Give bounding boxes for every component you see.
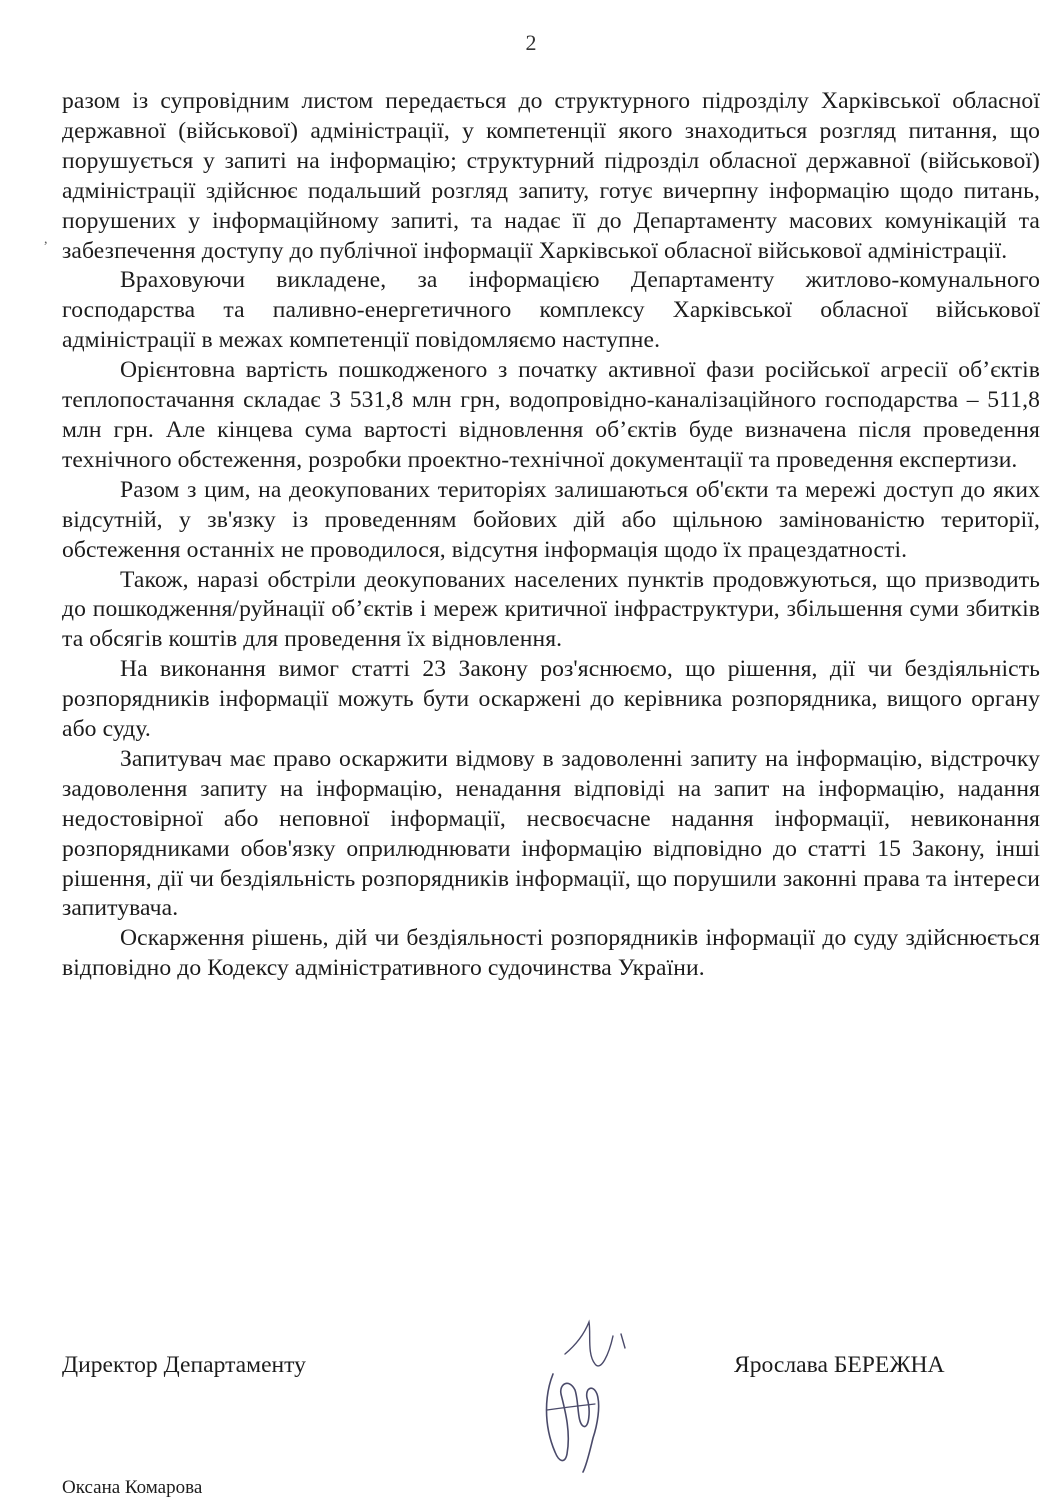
executor-name: Оксана Комарова	[62, 1477, 203, 1498]
letter-body	[62, 87, 1040, 984]
stray-pen-mark: ,	[44, 232, 48, 247]
paragraph: Також, наразі обстріли деокупованих населених пунктів продовжуються, що призводить до пошкодження/руйнації об’єктів і мереж критичної інфраструктури, збільшення суми збитків та обсягів коштів для проведення їх відновлення.	[62, 566, 1040, 653]
paragraph: На виконання вимог статті 23 Закону роз'яснюємо, що рішення, дії чи бездіяльність розпорядників інформації можуть бути оскаржені до керівника розпорядника, вищого органу або суду.	[62, 656, 1040, 743]
paragraph-continuation: разом із супровідним листом передається до структурного підрозділу Харківської обласної державної (військової) адміністрації, у компетенції якого знаходиться розгляд питання, що порушується у запиті на інформацію; структурний підрозділ обласної державної (військової) адміністрації здійснює подальший розгляд запиту, готує вичерпну інформацію щодо питань, порушених у інформаційному запиті, та надає її до Департаменту масових комунікацій та забезпечення доступу до публічної інформації Харківської обласної військової адміністрації.	[62, 88, 1040, 264]
signer-title: Директор Департаменту	[62, 1352, 306, 1378]
page-number: 2	[525, 30, 537, 55]
paragraph: Разом з цим, на деокупованих територіях залишаються об'єкти та мережі доступ до яких відсутній, у зв'язку із проведенням бойових дій або щільною замінованістю території, обстеження останніх не проводилося, відсутня інформація щодо їх працездатності.	[62, 476, 1040, 563]
paragraph: Запитувач має право оскаржити відмову в задоволенні запиту на інформацію, відстрочку задоволення запиту на інформацію, ненадання відповіді на запит на інформацію, надання недостовірної або неповної інформації, несвоєчасне надання інформації, невиконання розпорядниками обов'язку оприлюднювати інформацію відповідно до статті 15 Закону, інші рішення, дії чи бездіяльність розпорядників інформації, що порушили законні права та інтереси запитувача.	[62, 745, 1040, 922]
handwritten-signature	[525, 1314, 635, 1474]
paragraph: Орієнтовна вартість пошкодженого з початку активної фази російської агресії об’єктів теплопостачання складає 3 531,8 млн грн, водопровідно-каналізаційного господарства – 511,8 млн грн. Але кінцева сума вартості відновлення об’єктів буде визначена після проведення технічного обстеження, розробки проектно-технічної документації та проведення експертизи.	[62, 357, 1040, 473]
paragraph: Оскарження рішень, дій чи бездіяльності розпорядників інформації до суду здійснюється відповідно до Кодексу адміністративного судочинства України.	[62, 925, 1040, 982]
paragraph: Враховуючи викладене, за інформацією Департаменту житлово-комунального господарства та паливно-енергетичного комплексу Харківської обласної військової адміністрації в межах компетенції повідомляємо наступне.	[62, 267, 1040, 354]
signer-name: Ярослава БЕРЕЖНА	[734, 1352, 945, 1378]
